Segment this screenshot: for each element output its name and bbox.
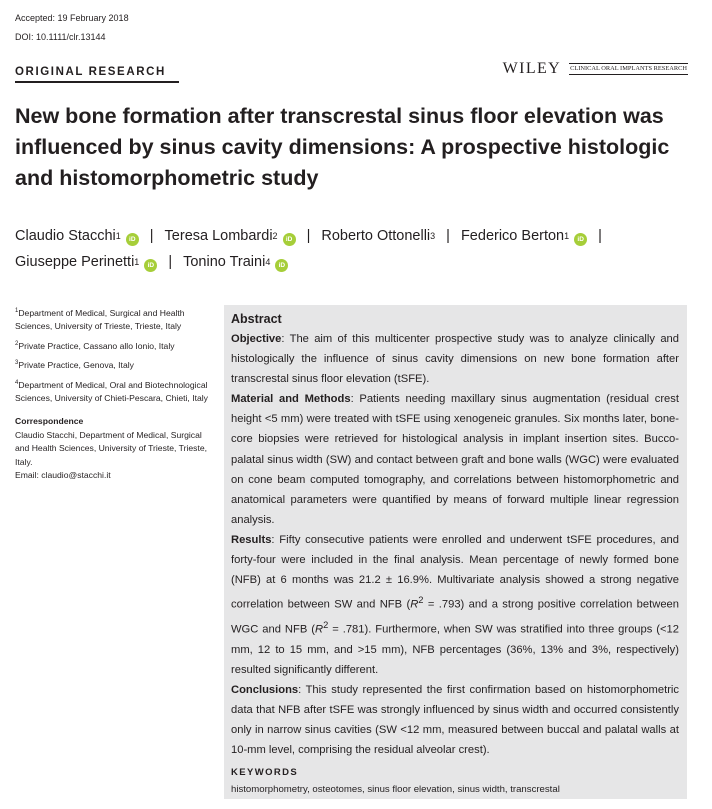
author-affiliation-number: 2	[272, 231, 278, 241]
results-text: = .781). Furthermore, when SW was stratified into three groups (<12 mm, 12 to 15 mm, and >15 mm), NFB percentages (36%, 13% and 3%, respectively) resulted significantly different.	[231, 623, 679, 676]
author-separator: |	[598, 228, 602, 244]
conclusions-label: Conclusions	[231, 684, 299, 697]
author-name: Tonino Traini	[183, 254, 266, 270]
abstract-objective	[231, 329, 679, 389]
author-separator: |	[446, 228, 450, 244]
accepted-date: Accepted: 19 February 2018	[15, 13, 129, 23]
orcid-icon[interactable]: iD	[144, 259, 157, 272]
affiliation	[15, 357, 211, 372]
objective-text: : The aim of this multicenter prospective study was to analyze clinically and histologically the influence of sinus cavity dimensions on new bone formation after transcrestal sinus floor elevation (tSFE).	[231, 333, 679, 386]
publisher-logo: WILEY	[502, 60, 562, 77]
abstract-conclusions	[231, 680, 679, 760]
r-squared-exponent: 2	[418, 595, 424, 606]
orcid-icon[interactable]: iD	[275, 259, 288, 272]
methods-label: Material and Methods	[231, 393, 351, 406]
journal-name: CLINICAL ORAL IMPLANTS RESEARCH	[569, 63, 688, 75]
author-separator: |	[168, 254, 173, 270]
abstract-heading: Abstract	[231, 312, 282, 326]
keywords-text: histomorphometry, osteotomes, sinus floor elevation, sinus width, transcrestal	[231, 784, 560, 796]
author[interactable]	[165, 224, 296, 250]
orcid-icon[interactable]: iD	[283, 233, 296, 246]
affiliation-number: 2	[15, 340, 19, 347]
affiliation	[15, 377, 211, 406]
objective-label: Objective	[231, 333, 282, 345]
author-name: Roberto Ottonelli	[321, 228, 431, 244]
correspondence-text: Claudio Stacchi, Department of Medical, Surgical and Health Sciences, University of Trieste, Trieste, Italy.	[15, 429, 208, 467]
affiliation-number: 3	[15, 360, 19, 367]
affiliation-text: Department of Medical, Oral and Biotechnological Sciences, University of Chieti-Pescara, Chieti, Italy	[15, 379, 208, 403]
affiliation-text: Department of Medical, Surgical and Health Sciences, University of Trieste, Trieste, Italy	[15, 307, 185, 332]
author[interactable]	[461, 224, 587, 250]
article-title: New bone formation after transcrestal sinus floor elevation was influenced by sinus cavity dimensions: A prospective histologic and histomorphometric study	[15, 104, 670, 190]
author-separator: |	[306, 228, 311, 244]
results-label: Results	[231, 533, 272, 546]
affiliation	[15, 305, 211, 334]
author-name: Giuseppe Perinetti	[15, 254, 135, 270]
affiliations-sidebar	[15, 305, 211, 483]
author-name: Claudio Stacchi	[15, 228, 116, 244]
author-name: Federico Berton	[460, 228, 565, 244]
orcid-icon[interactable]: iD	[574, 233, 587, 246]
correspondence-email[interactable]: Email: claudio@stacchi.it	[15, 470, 111, 481]
author-affiliation-number: 1	[115, 231, 121, 241]
r-squared-symbol: R	[314, 623, 324, 636]
abstract-results	[231, 530, 679, 680]
publisher-brand	[503, 60, 688, 78]
abstract-methods	[231, 389, 679, 530]
keywords-label: KEYWORDS	[231, 767, 299, 779]
author-affiliation-number: 1	[134, 257, 140, 267]
results-text: = .793) and a strong positive correlation between WGC and NFB (	[231, 598, 679, 636]
conclusions-text: : This study represented the first confirmation based on histomorphometric data that NFB after tSFE was strongly influenced by sinus width and occurred consistently only in narrow sinus cavities (SW <12 mm, measured between buccal and palatal walls at 10-mm level, comprising the residual alveolar crest).	[231, 684, 679, 757]
affiliation-number: 4	[15, 379, 19, 386]
section-label: ORIGINAL RESEARCH	[15, 66, 166, 78]
affiliation-text: Private Practice, Cassano allo Ionio, Italy	[18, 340, 175, 351]
doi[interactable]: DOI: 10.1111/clr.13144	[15, 32, 106, 42]
author-list	[15, 224, 695, 276]
methods-text: : Patients needing maxillary sinus augmentation (residual crest height <5 mm) were treated with tSFE using xenogeneic granules. Six months later, bone-core biopsies were retrieved for histological analysis in implant insertion sites. Bucco-palatal sinus width (SW) and contact between graft and bone walls (WGC) were evaluated on cone beam computed tomography, and correlations between histomorphometric and anatomical parameters were quantified by means of forward multiple linear regression analysis.	[231, 393, 679, 526]
orcid-icon[interactable]: iD	[126, 233, 139, 246]
r-squared-exponent: 2	[323, 620, 329, 631]
author-name: Teresa Lombardi	[164, 228, 273, 244]
r-squared-symbol: R	[410, 598, 419, 611]
author[interactable]	[15, 224, 139, 250]
affiliation	[15, 338, 211, 353]
author-affiliation-number: 4	[265, 257, 271, 267]
affiliation-text: Private Practice, Genova, Italy	[18, 360, 134, 371]
affiliation-number: 1	[15, 308, 19, 314]
author[interactable]	[15, 250, 157, 276]
author[interactable]	[183, 250, 288, 276]
author[interactable]	[321, 224, 435, 250]
correspondence-label: Correspondence	[15, 416, 84, 427]
author-separator: |	[149, 228, 154, 244]
author-affiliation-number: 3	[430, 231, 436, 241]
section-rule	[15, 81, 179, 83]
results-text: : Fifty consecutive patients were enrolled and underwent tSFE procedures, and forty-four were included in the final analysis. Mean percentage of newly formed bone (NFB) at 6 months was 21.2 ± 16.9%. Multivariate analysis showed a strong negative correlation between SW and NFB (	[231, 533, 679, 611]
abstract-box	[224, 305, 687, 799]
author-affiliation-number: 1	[564, 231, 570, 241]
